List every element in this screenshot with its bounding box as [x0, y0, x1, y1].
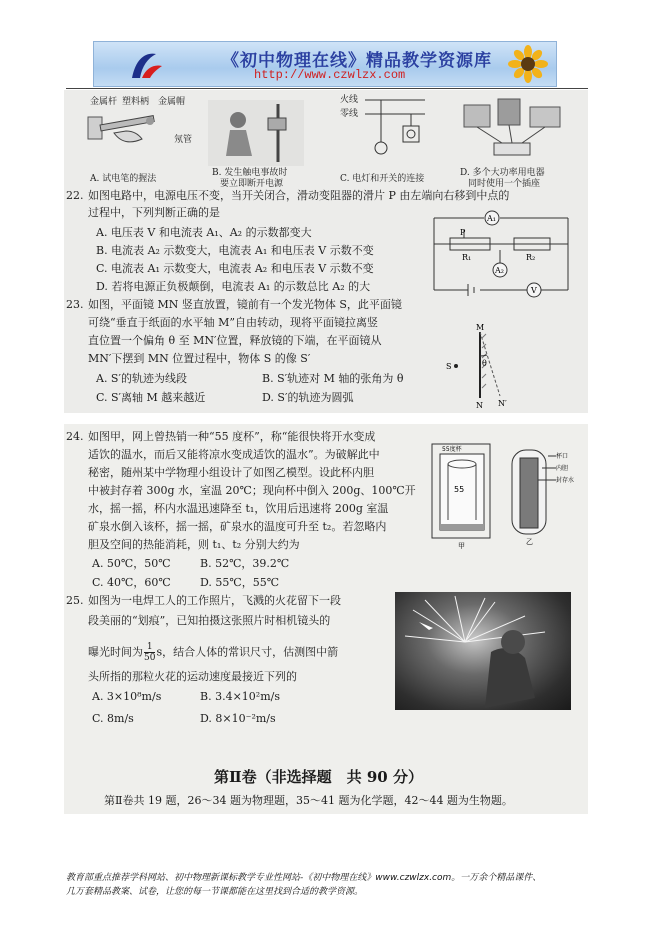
q24-option-c: C. 40℃，60℃: [92, 576, 171, 589]
footer-line2: 几万套精品教案、试卷，让您的每一节课都能在这里找到合适的教学资源。: [66, 887, 364, 897]
q23-fig-label-s: S: [446, 362, 452, 371]
q21-label-zero-wire: 零线: [340, 109, 359, 119]
q23-fig-label-theta: θ: [482, 359, 487, 368]
q22-number: 22.: [66, 189, 84, 202]
q21-figure-d: [458, 95, 568, 167]
q21-label-metal-rod: 金属杆: [90, 97, 118, 107]
q22-option-d: D. 若将电源正负极颠倒，电流表 A₁ 的示数总比 A₂ 的大: [96, 280, 371, 293]
q25-option-d: D. 8×10⁻²m/s: [200, 712, 276, 725]
q24-stem-line3: 秘密，随州某中学物理小组设计了如图乙模型。设此杯内胆: [88, 466, 374, 479]
q23-stem-line1: 如图，平面镜 MN 竖直放置，镜前有一个发光物体 S，此平面镜: [88, 298, 402, 311]
sunflower-icon: [506, 44, 550, 84]
q25-option-b: B. 3.4×10²m/s: [200, 690, 280, 703]
q25-stem-line3-prefix: 曝光时间为: [88, 645, 143, 659]
q25-fraction-numerator: 1: [144, 642, 155, 653]
q23-option-a: A. S′的轨迹为线段: [96, 372, 187, 385]
q23-number: 23.: [66, 298, 84, 311]
q24-option-b: B. 52℃，39.2℃: [200, 557, 290, 570]
q24-stem-line6: 矿泉水倒入该杯，摇一摇，矿泉水的温度可升至 t₂。若忽略内: [88, 520, 387, 533]
q23-option-d: D. S′的轨迹为圆弧: [262, 391, 354, 404]
q25-stem-line3-suffix: s，结合人体的常识尺寸，估测图中箭: [156, 645, 339, 659]
q22-fig-label-a1: A₁: [487, 214, 496, 223]
site-banner: [93, 41, 557, 87]
section-note: 第Ⅱ卷共 19 题，26～34 题为物理题，35～41 题为化学题，42～44 题为生物题。: [104, 794, 513, 807]
q21-label-neon-tube: 氖管: [174, 135, 193, 145]
q25-stem-line2: 段美丽的“划痕”，已知拍摄这张照片时相机镜头的: [88, 614, 331, 627]
section-title: 第Ⅱ卷（非选择题 共 90 分）: [214, 768, 423, 786]
q23-fig-label-n-prime: N′: [498, 399, 507, 408]
header-rule: [66, 88, 588, 89]
q25-fraction-denominator: 50: [144, 653, 156, 663]
q21-option-b-line2: 要立即断开电源: [220, 179, 284, 189]
q25-stem-line1: 如图为一电焊工人的工作照片，飞溅的火花留下一段: [88, 594, 341, 607]
q23-fig-label-n: N: [476, 401, 483, 410]
banner-title: 《初中物理在线》精品教学资源库: [222, 51, 492, 71]
q23-fig-label-m: M: [476, 323, 485, 332]
q21-label-metal-cap: 金属帽: [158, 97, 186, 107]
q24-fig-label-sealed-water: 封存水: [556, 477, 575, 484]
q22-circuit-figure: [428, 208, 576, 300]
q22-option-c: C. 电流表 A₁ 示数变大，电流表 A₂ 和电压表 V 示数不变: [96, 262, 374, 275]
q24-fig-label-55cup: 55度杯: [442, 446, 462, 453]
q22-fig-label-v: V: [531, 286, 537, 295]
q24-stem-line2: 适饮的温水，而后又能将凉水变成适饮的温水”。为破解此中: [88, 448, 380, 461]
q25-exposure-fraction: [144, 642, 155, 663]
q23-stem-line4: MN′下摆到 MN 位置过程中，物体 S 的像 S′: [88, 352, 311, 365]
q24-stem-line5: 水，摇一摇，杯内水温迅速降至 t₁，饮用后迅速将 200g 室温: [88, 502, 389, 515]
q21-option-b-line1: B. 发生触电事故时: [212, 168, 288, 178]
q22-fig-label-a2: A₂: [495, 266, 504, 275]
q24-fig-label-cup-mouth: 杯口: [556, 453, 569, 460]
q25-stem-line3: [88, 642, 338, 663]
q25-option-c: C. 8m/s: [92, 712, 134, 725]
banner-url[interactable]: http://www.czwlzx.com: [254, 68, 406, 82]
q24-stem-line1: 如图甲，网上曾热销一种“55 度杯”，称“能很快将开水变成: [88, 430, 376, 443]
q22-fig-label-r2: R₂: [526, 253, 536, 262]
q25-stem-line4: 头所指的那粒火花的运动速度最接近下列的: [88, 670, 297, 683]
q21-option-a: A. 试电笔的握法: [90, 174, 157, 184]
q23-option-b: B. S′轨迹对 M 轴的张角为 θ: [262, 372, 404, 385]
q24-fig-label-jia: 甲: [458, 542, 465, 550]
welder-photo: [395, 592, 571, 710]
q24-option-d: D. 55℃，55℃: [200, 576, 280, 589]
q23-option-c: C. S′离轴 M 越来越近: [96, 391, 206, 404]
q24-stem-line4: 中被封存着 300g 水，室温 20℃；现向杯中倒入 200g、100℃开: [88, 484, 416, 497]
q24-option-a: A. 50℃，50℃: [92, 557, 171, 570]
q23-stem-line3: 直位置一个偏角 θ 至 MN′位置，释放镜的下端，在平面镜从: [88, 334, 382, 347]
q25-number: 25.: [66, 594, 84, 607]
q21-option-d-line1: D. 多个大功率用电器: [460, 168, 545, 178]
q22-option-a: A. 电压表 V 和电流表 A₁、A₂ 的示数都变大: [96, 226, 312, 239]
q22-stem-line1: 如图电路中，电源电压不变，当开关闭合，滑动变阻器的滑片 P 由左端向右移到中点的: [88, 189, 510, 202]
q22-option-b: B. 电流表 A₂ 示数变大，电流表 A₁ 和电压表 V 示数不变: [96, 244, 374, 257]
q21-label-plastic-handle: 塑料柄: [122, 97, 150, 107]
q21-figure-b: [208, 100, 304, 166]
q21-option-d-line2: 同时使用一个插座: [468, 179, 541, 189]
q24-cup-figure: [428, 440, 578, 550]
q22-stem-line2: 过程中，下列判断正确的是: [88, 206, 220, 219]
q21-label-fire-wire: 火线: [340, 95, 359, 105]
q24-fig-label-55: 55: [454, 485, 465, 494]
q22-fig-label-r1: R₁: [462, 253, 472, 262]
q24-fig-label-yi: 乙: [526, 538, 533, 546]
q23-stem-line2: 可绕“垂直于纸面的水平轴 M”自由转动，现将平面镜拉离竖: [88, 316, 379, 329]
q25-option-a: A. 3×10⁸m/s: [92, 690, 162, 703]
q24-stem-line7: 胆及空间的热能消耗，则 t₁、t₂ 分别大约为: [88, 538, 300, 551]
site-logo-icon: [126, 48, 166, 82]
q24-fig-label-liner: 内胆: [556, 465, 569, 472]
q24-number: 24.: [66, 430, 84, 443]
footer-line1: 教育部重点推荐学科网站、初中物理新课标教学专业性网站-《初中物理在线》www.czwlzx.com。一万余个精品课件、: [66, 873, 542, 883]
q22-fig-label-p: P: [460, 228, 466, 237]
spark-arrow-icon: [419, 622, 433, 630]
q23-mirror-figure: [438, 322, 518, 410]
q21-option-c: C. 电灯和开关的连接: [340, 174, 425, 184]
